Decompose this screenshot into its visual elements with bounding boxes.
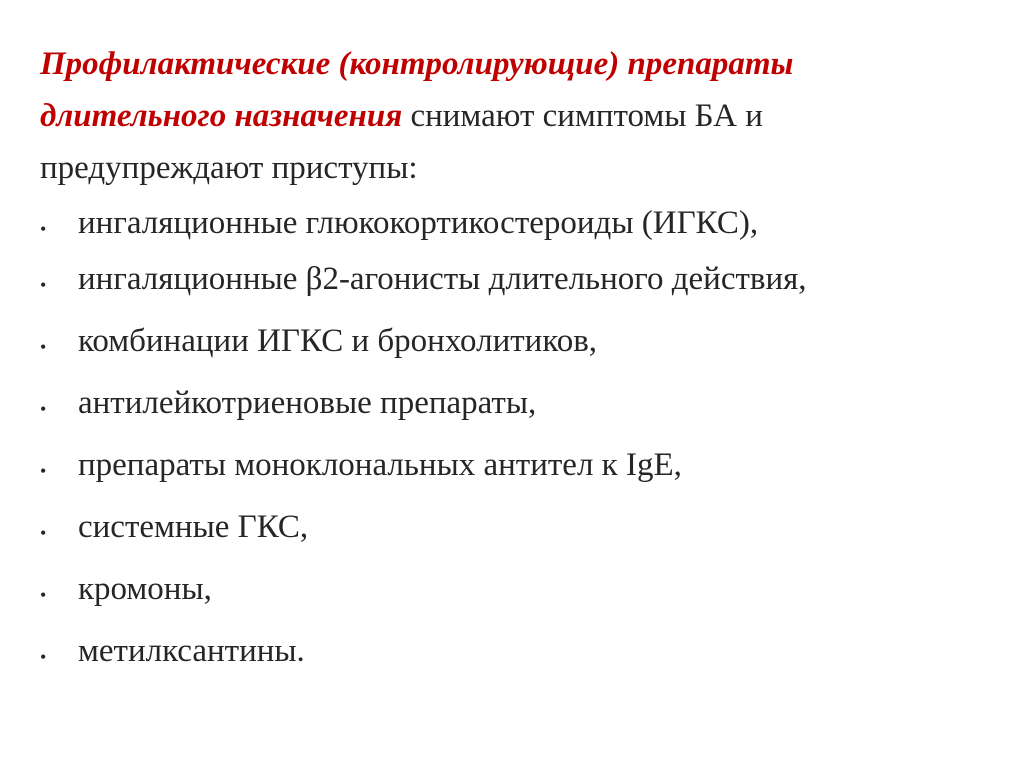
list-item-text: ингаляционные β2-агонисты длительного действия, [78, 261, 807, 297]
bullet-icon: • [40, 399, 47, 419]
list-item-text: системные ГКС, [78, 509, 309, 545]
list-item [40, 508, 984, 546]
bullet-icon: • [40, 219, 47, 239]
bullet-icon: • [40, 275, 47, 295]
list-item [40, 570, 984, 608]
bullet-icon: • [40, 337, 47, 357]
intro-paragraph [40, 38, 980, 194]
list-item [40, 384, 984, 422]
list-item-text: ингаляционные глюкокортикостероиды (ИГКС), [78, 205, 759, 241]
list-item-text: кромоны, [78, 571, 212, 607]
list-item-text: метилксантины. [78, 633, 305, 669]
intro-rest-text: снимают симптомы БА и предупреждают приступы: [40, 98, 763, 186]
bullet-icon: • [40, 647, 47, 667]
drug-list [40, 204, 984, 670]
bullet-icon: • [40, 523, 47, 543]
list-item [40, 322, 984, 360]
intro-accent-text: Профилактические (контролирующие) препараты длительного назначения [40, 46, 794, 134]
list-item [40, 260, 984, 298]
list-item-text: антилейкотриеновые препараты, [78, 385, 537, 421]
list-item [40, 446, 984, 484]
bullet-icon: • [40, 461, 47, 481]
list-item [40, 204, 984, 242]
bullet-icon: • [40, 585, 47, 605]
list-item [40, 632, 984, 670]
list-item-text: препараты моноклональных антител к IgE, [78, 447, 682, 483]
list-item-text: комбинации ИГКС и бронхолитиков, [78, 323, 598, 359]
